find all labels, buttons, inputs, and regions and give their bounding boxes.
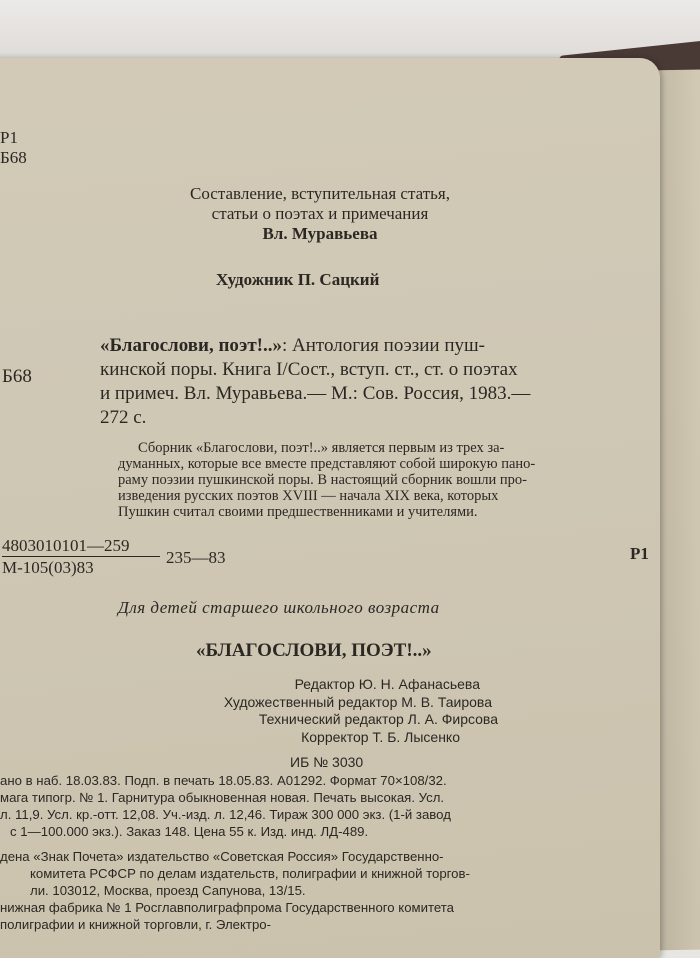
print-line: л. 11,9. Усл. кр.-отт. 12,08. Уч.-изд. л. 12,46. Тираж 300 000 экз. (1-й завод — [0, 807, 451, 822]
print-line: мага типогр. № 1. Гарнитура обыкновенная новая. Печать высокая. Усл. — [0, 790, 445, 805]
publisher-line: дена «Знак Почета» издательство «Советская Россия» Государственно- — [0, 849, 444, 864]
classification-number: 235—83 — [166, 548, 226, 567]
book-page — [0, 58, 660, 958]
fraction-rule — [2, 556, 160, 557]
publisher-line: комитета РСФСР по делам издательств, полиграфии и книжной торгов- — [30, 866, 470, 881]
compilation-line: Составление, вступительная статья, — [190, 184, 450, 203]
publisher-info — [0, 848, 470, 933]
credit-line: Технический редактор Л. А. Фирсова — [258, 711, 498, 727]
abstract-line: думанных, которые все вместе представляют собой широкую пано- — [118, 456, 536, 472]
credit-line: Редактор Ю. Н. Афанасьева — [294, 676, 480, 692]
ib-number: ИБ № 3030 — [290, 754, 364, 770]
abstract — [118, 440, 535, 520]
compilation-line: статьи о поэтах и примечания — [211, 204, 429, 223]
abstract-line: Пушкин считал своими предшественниками и учителями. — [118, 504, 478, 520]
catalog-line: и примеч. Вл. Муравьева.— М.: Сов. Россия, 1983.— — [100, 383, 531, 404]
catalog-side-code: Б68 — [2, 366, 32, 387]
print-line: с 1—100.000 экз.). Заказ 148. Цена 55 к. Изд. инд. ЛД-489. — [10, 824, 369, 839]
publisher-line: нижная фабрика № 1 Росглавполиграфпрома Государственного комитета — [0, 900, 454, 915]
publisher-line: ли. 103012, Москва, проезд Сапунова, 13/15. — [30, 883, 306, 898]
catalog-line: 272 с. — [100, 407, 147, 428]
print-line: ано в наб. 18.03.83. Подп. в печать 18.05.83. А01292. Формат 70×108/32. — [0, 773, 447, 788]
artist-credit: Художник П. Сацкий — [216, 270, 380, 289]
catalog-line: кинской поры. Книга I/Сост., вступ. ст., ст. о поэтах — [100, 359, 518, 380]
book-title: «БЛАГОСЛОВИ, ПОЭТ!..» — [196, 640, 432, 661]
catalog-entry — [100, 334, 530, 430]
classification-denominator: М-105(03)83 — [2, 558, 94, 577]
abstract-line: Сборник «Благослови, поэт!..» является первым из трех за- — [138, 440, 505, 456]
abstract-line: раму поэзии пушкинской поры. В настоящий сборник вошли про- — [118, 472, 527, 488]
publisher-line: полиграфии и книжной торговли, г. Электро- — [0, 917, 272, 932]
credit-line: Корректор Т. Б. Лысенко — [301, 728, 460, 745]
compilation-author: Вл. Муравьева — [262, 224, 378, 243]
corner-code-2: Б68 — [0, 148, 27, 167]
classification-numerator: 4803010101—259 — [2, 536, 130, 555]
classification-code: Р1 — [630, 544, 649, 563]
catalog-title: «Благослови, поэт!..» — [100, 335, 283, 356]
editorial-credits — [130, 676, 510, 746]
credit-line: Художественный редактор М. В. Таирова — [223, 693, 492, 710]
abstract-line: изведения русских поэтов XVIII — начала XIX века, которых — [118, 488, 499, 504]
compilation-credit — [130, 184, 510, 244]
corner-code-1: Р1 — [0, 128, 18, 147]
catalog-line: «Благослови, поэт!..»: Антология поэзии пуш- — [100, 335, 485, 356]
age-note: Для детей старшего школьного возраста — [118, 598, 440, 617]
print-info — [0, 772, 451, 840]
